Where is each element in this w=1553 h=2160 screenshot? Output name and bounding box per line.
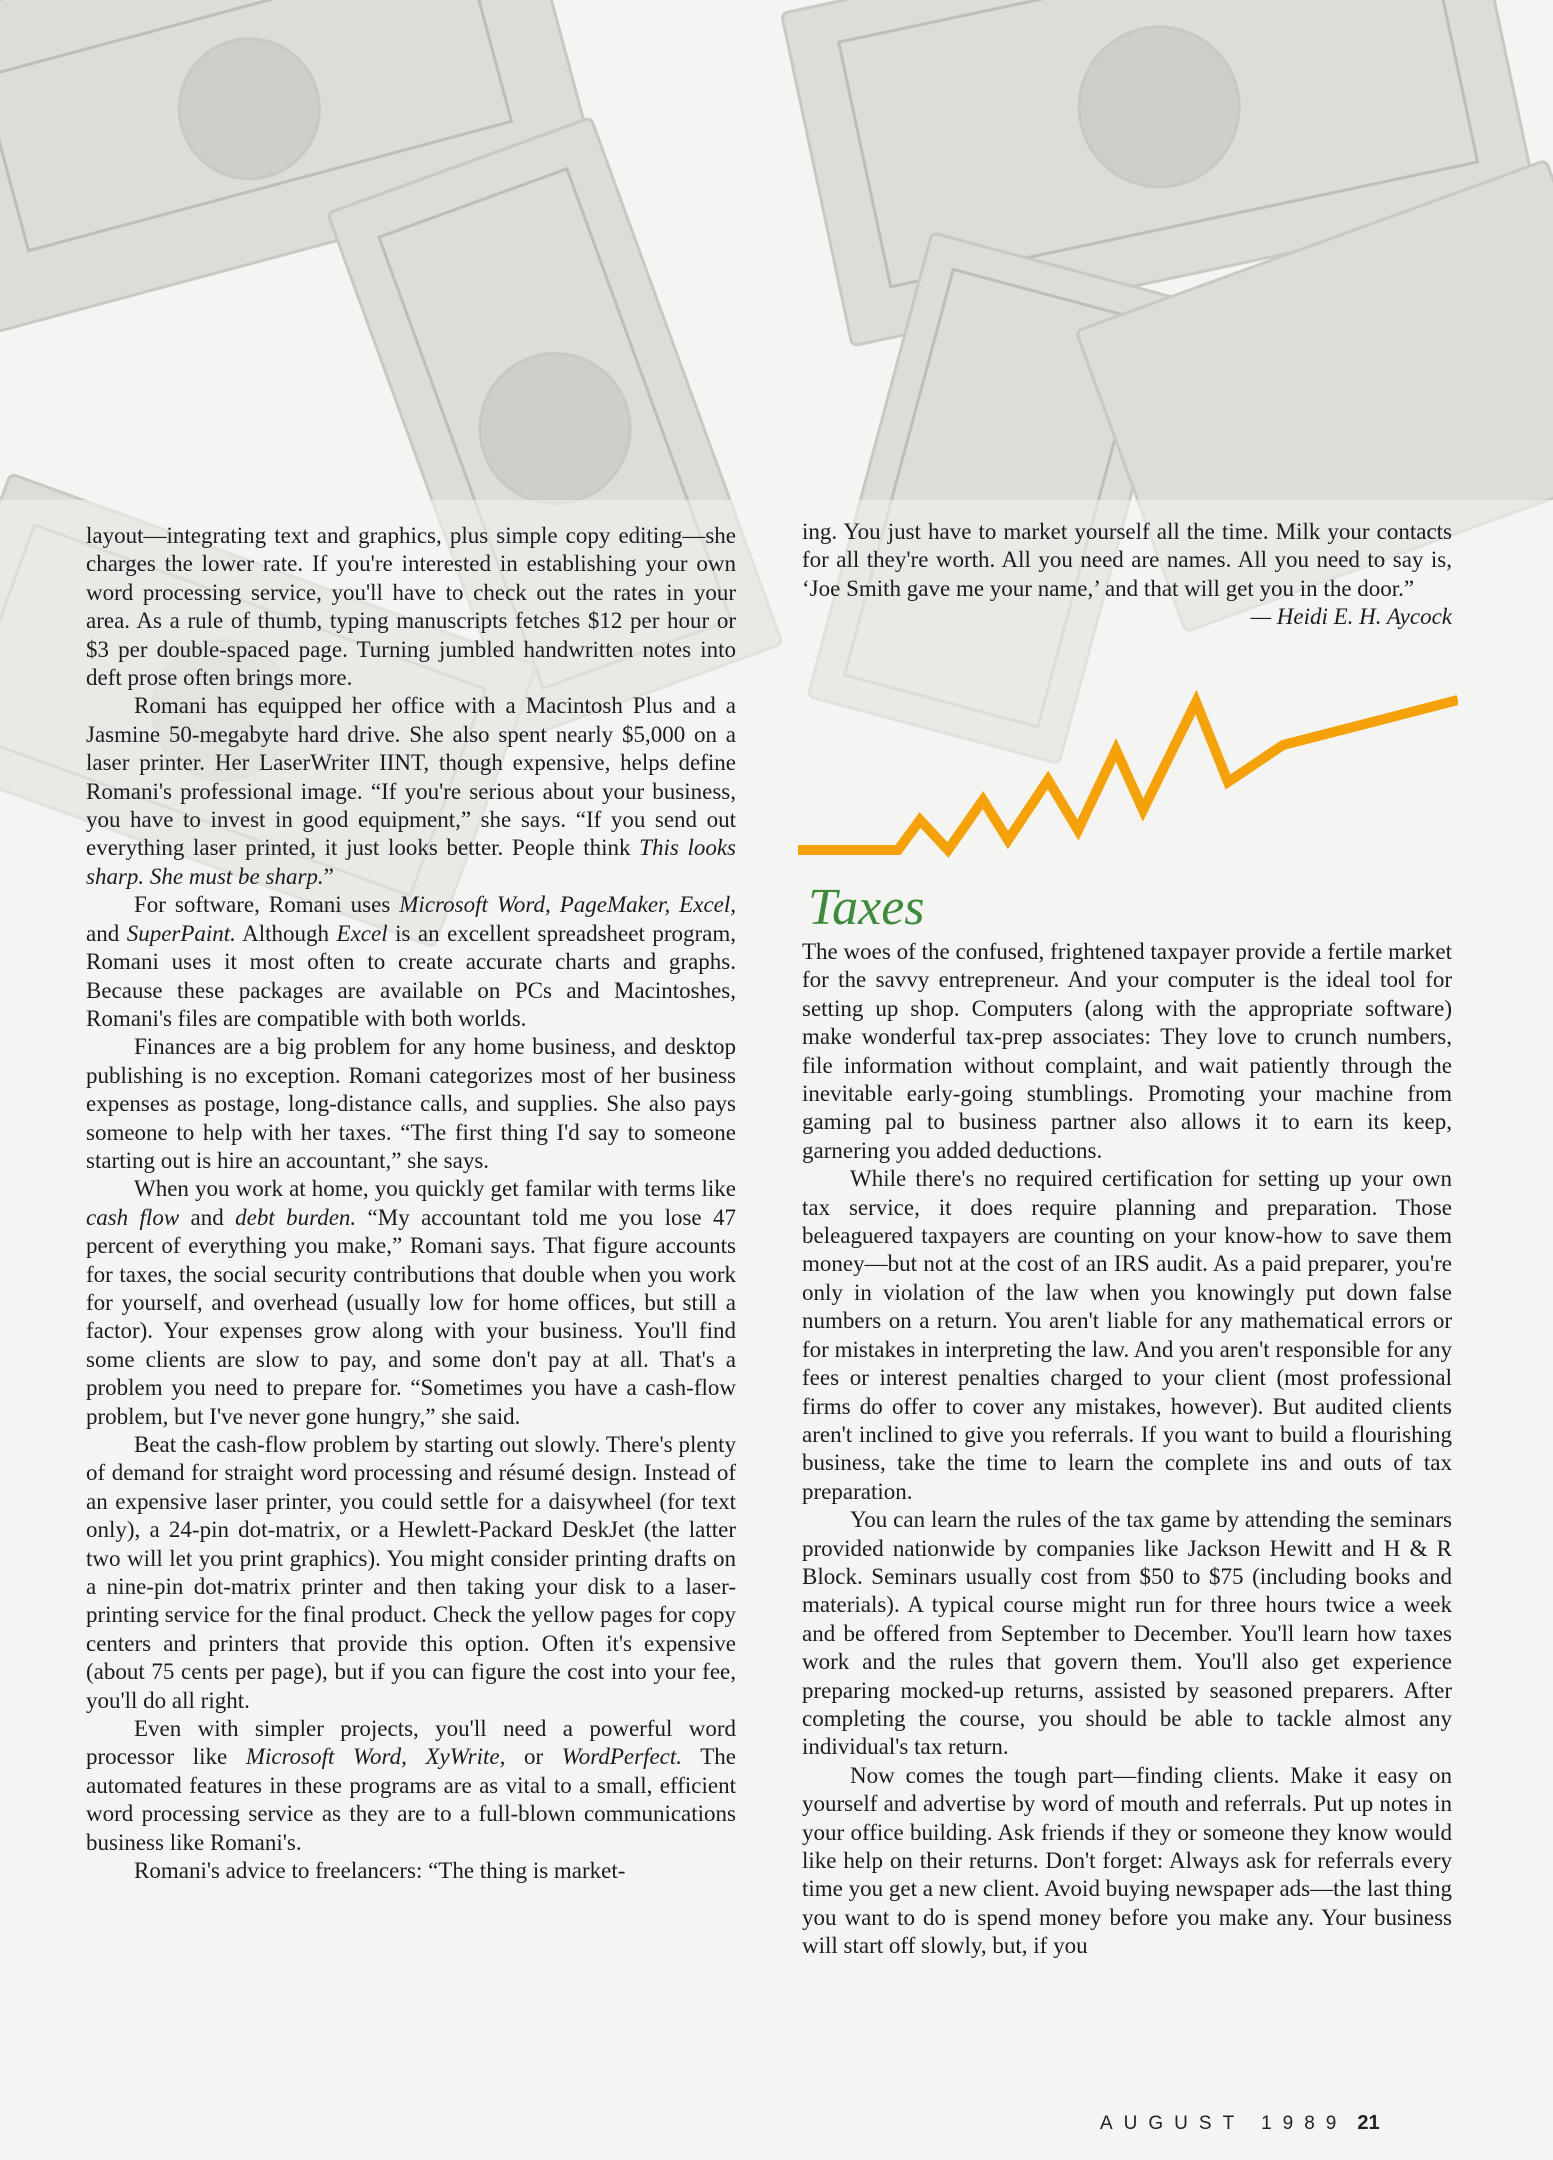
page-footer: [1100, 2112, 1460, 2142]
paragraph: While there's no required certification for setting up your own tax service, it does require planning and preparation. Those beleaguered taxpayers are counting on your know-how to save them money—but not at the cost of an IRS audit. As a paid preparer, you're only in violation of the law when you knowingly put down false numbers on a return. You aren't liable for any mathematical errors or for mistakes in interpreting the law. And you aren't responsible for any fees or interest penalties charged to your client (most professional firms do offer to cover any mistakes, however). But audited clients aren't inclined to give you referrals. If you want to build a flourishing business, take the time to learn the complete ins and outs of tax preparation.: [802, 1166, 1452, 1504]
paragraph: layout—integrating text and graphics, plus simple copy editing—she charges the lower rate. If you're interested in establishing your own word processing service, you'll have to check out the rates in your area. As a rule of thumb, typing manuscripts fetches $12 per hour or $3 per double-spaced page. Turning jumbled handwritten notes into deft prose often brings more.: [86, 523, 736, 691]
right-column-body: [802, 938, 1452, 1961]
paragraph: Romani's advice to freelancers: “The thing is market-: [134, 1858, 626, 1884]
paragraph: When you work at home, you quickly get familar with terms like cash flow and debt burden. “My accountant told me you lose 47 percent of everything you make,” Romani says. That figure accounts for taxes, the social security contributions that double when you work for yourself, and overhead (usually low for home offices, but still a factor). Your expenses grow along with your business. You'll find some clients are slow to pay, and some don't pay at all. That's a problem you need to prepare for. “Sometimes you have a cash-flow problem, but I've never gone hungry,” she said.: [86, 1176, 737, 1429]
zigzag-line: [798, 700, 1458, 850]
paragraph: Romani has equipped her office with a Macintosh Plus and a Jasmine 50-megabyte hard drive. She also spent nearly $5,000 on a laser printer. Her LaserWriter IINT, though expensive, helps define Romani's professional image. “If you're serious about your business, you have to invest in good equipment,” she says. “If you send out everything laser printed, it just looks better. People think This looks sharp. She must be sharp.”: [86, 693, 736, 889]
paragraph: You can learn the rules of the tax game by attending the seminars provided nationwide by companies like Jackson Hewitt and H & R Block. Seminars usually cost from $50 to $75 (including books and materials). A typical course might run for three hours twice a week and be offered from September to December. You'll learn how taxes work and the rules that govern them. You'll also get experience preparing mocked-up returns, assisted by seasoned preparers. After completing the course, you should be able to tackle almost any individual's tax return.: [802, 1507, 1452, 1760]
left-column: [86, 522, 736, 1886]
paragraph: Beat the cash-flow problem by starting out slowly. There's plenty of demand for straight word processing and résumé design. Instead of an expensive laser printer, you could settle for a daisywheel (for text only), a 24-pin dot-matrix, or a Hewlett-Packard DeskJet (the latter two will let you print graphics). You might consider printing drafts on a nine-pin dot-matrix printer and then taking your disk to a laser-printing service for the final product. Check the yellow pages for copy centers and printers that provide this option. Often it's expensive (about 75 cents per page), but if you can figure the cost into your fee, you'll do all right.: [86, 1432, 736, 1713]
issue-date: AUGUST 1989: [1100, 2113, 1348, 2134]
right-column-top: [802, 518, 1452, 632]
paragraph: Finances are a big problem for any home business, and desktop publishing is no exception. Romani categorizes most of her business expenses as postage, long-distance calls, and supplies. She also pays someone to help with her taxes. “The first thing I'd say to someone starting out is hire an accountant,” she says.: [86, 1034, 736, 1173]
page-number: 21: [1357, 2112, 1380, 2134]
paragraph: Now comes the tough part—finding clients. Make it easy on yourself and advertise by word of mouth and referrals. Put up notes in your office building. Ask friends if they or someone they know would like help on their returns. Don't forget: Always ask for referrals every time you get a new client. Avoid buying newspaper ads—the last thing you want to do is spend money before you make any. Your business will start off slowly, but, if you: [802, 1762, 1452, 1959]
paragraph: Even with simpler projects, you'll need a powerful word processor like Microsoft Word, XyWrite, or WordPerfect. The automated features in these programs are as vital to a small, efficient word processing service as they are to a full-blown communications business like Romani's.: [86, 1716, 736, 1855]
paragraph: The woes of the confused, frightened taxpayer provide a fertile market for the savvy entrepreneur. And your computer is the ideal tool for setting up shop. Computers (along with the appropriate software) make wonderful tax-prep associates: They love to crunch numbers, file information without complaint, and wait patiently through the inevitable early-going stumblings. Promoting your machine from gaming pal to business partner also allows it to earn its keep, garnering you added deductions.: [802, 939, 1452, 1163]
section-title: Taxes: [808, 879, 925, 936]
paragraph: For software, Romani uses Microsoft Word, PageMaker, Excel, and SuperPaint. Although Excel is an excellent spreadsheet program, Romani uses it most often to create accurate charts and graphs. Because these packages are available on PCs and Macintoshes, Romani's files are compatible with both worlds.: [86, 892, 736, 1031]
paragraph: ing. You just have to market yourself all the time. Milk your contacts for all they're worth. All you need are names. All you need to say is, ‘Joe Smith gave me your name,’ and that will get you in the door.”: [802, 519, 1452, 601]
zigzag-chart-graphic: [798, 690, 1458, 860]
author-byline: — Heidi E. H. Aycock: [1250, 604, 1452, 630]
